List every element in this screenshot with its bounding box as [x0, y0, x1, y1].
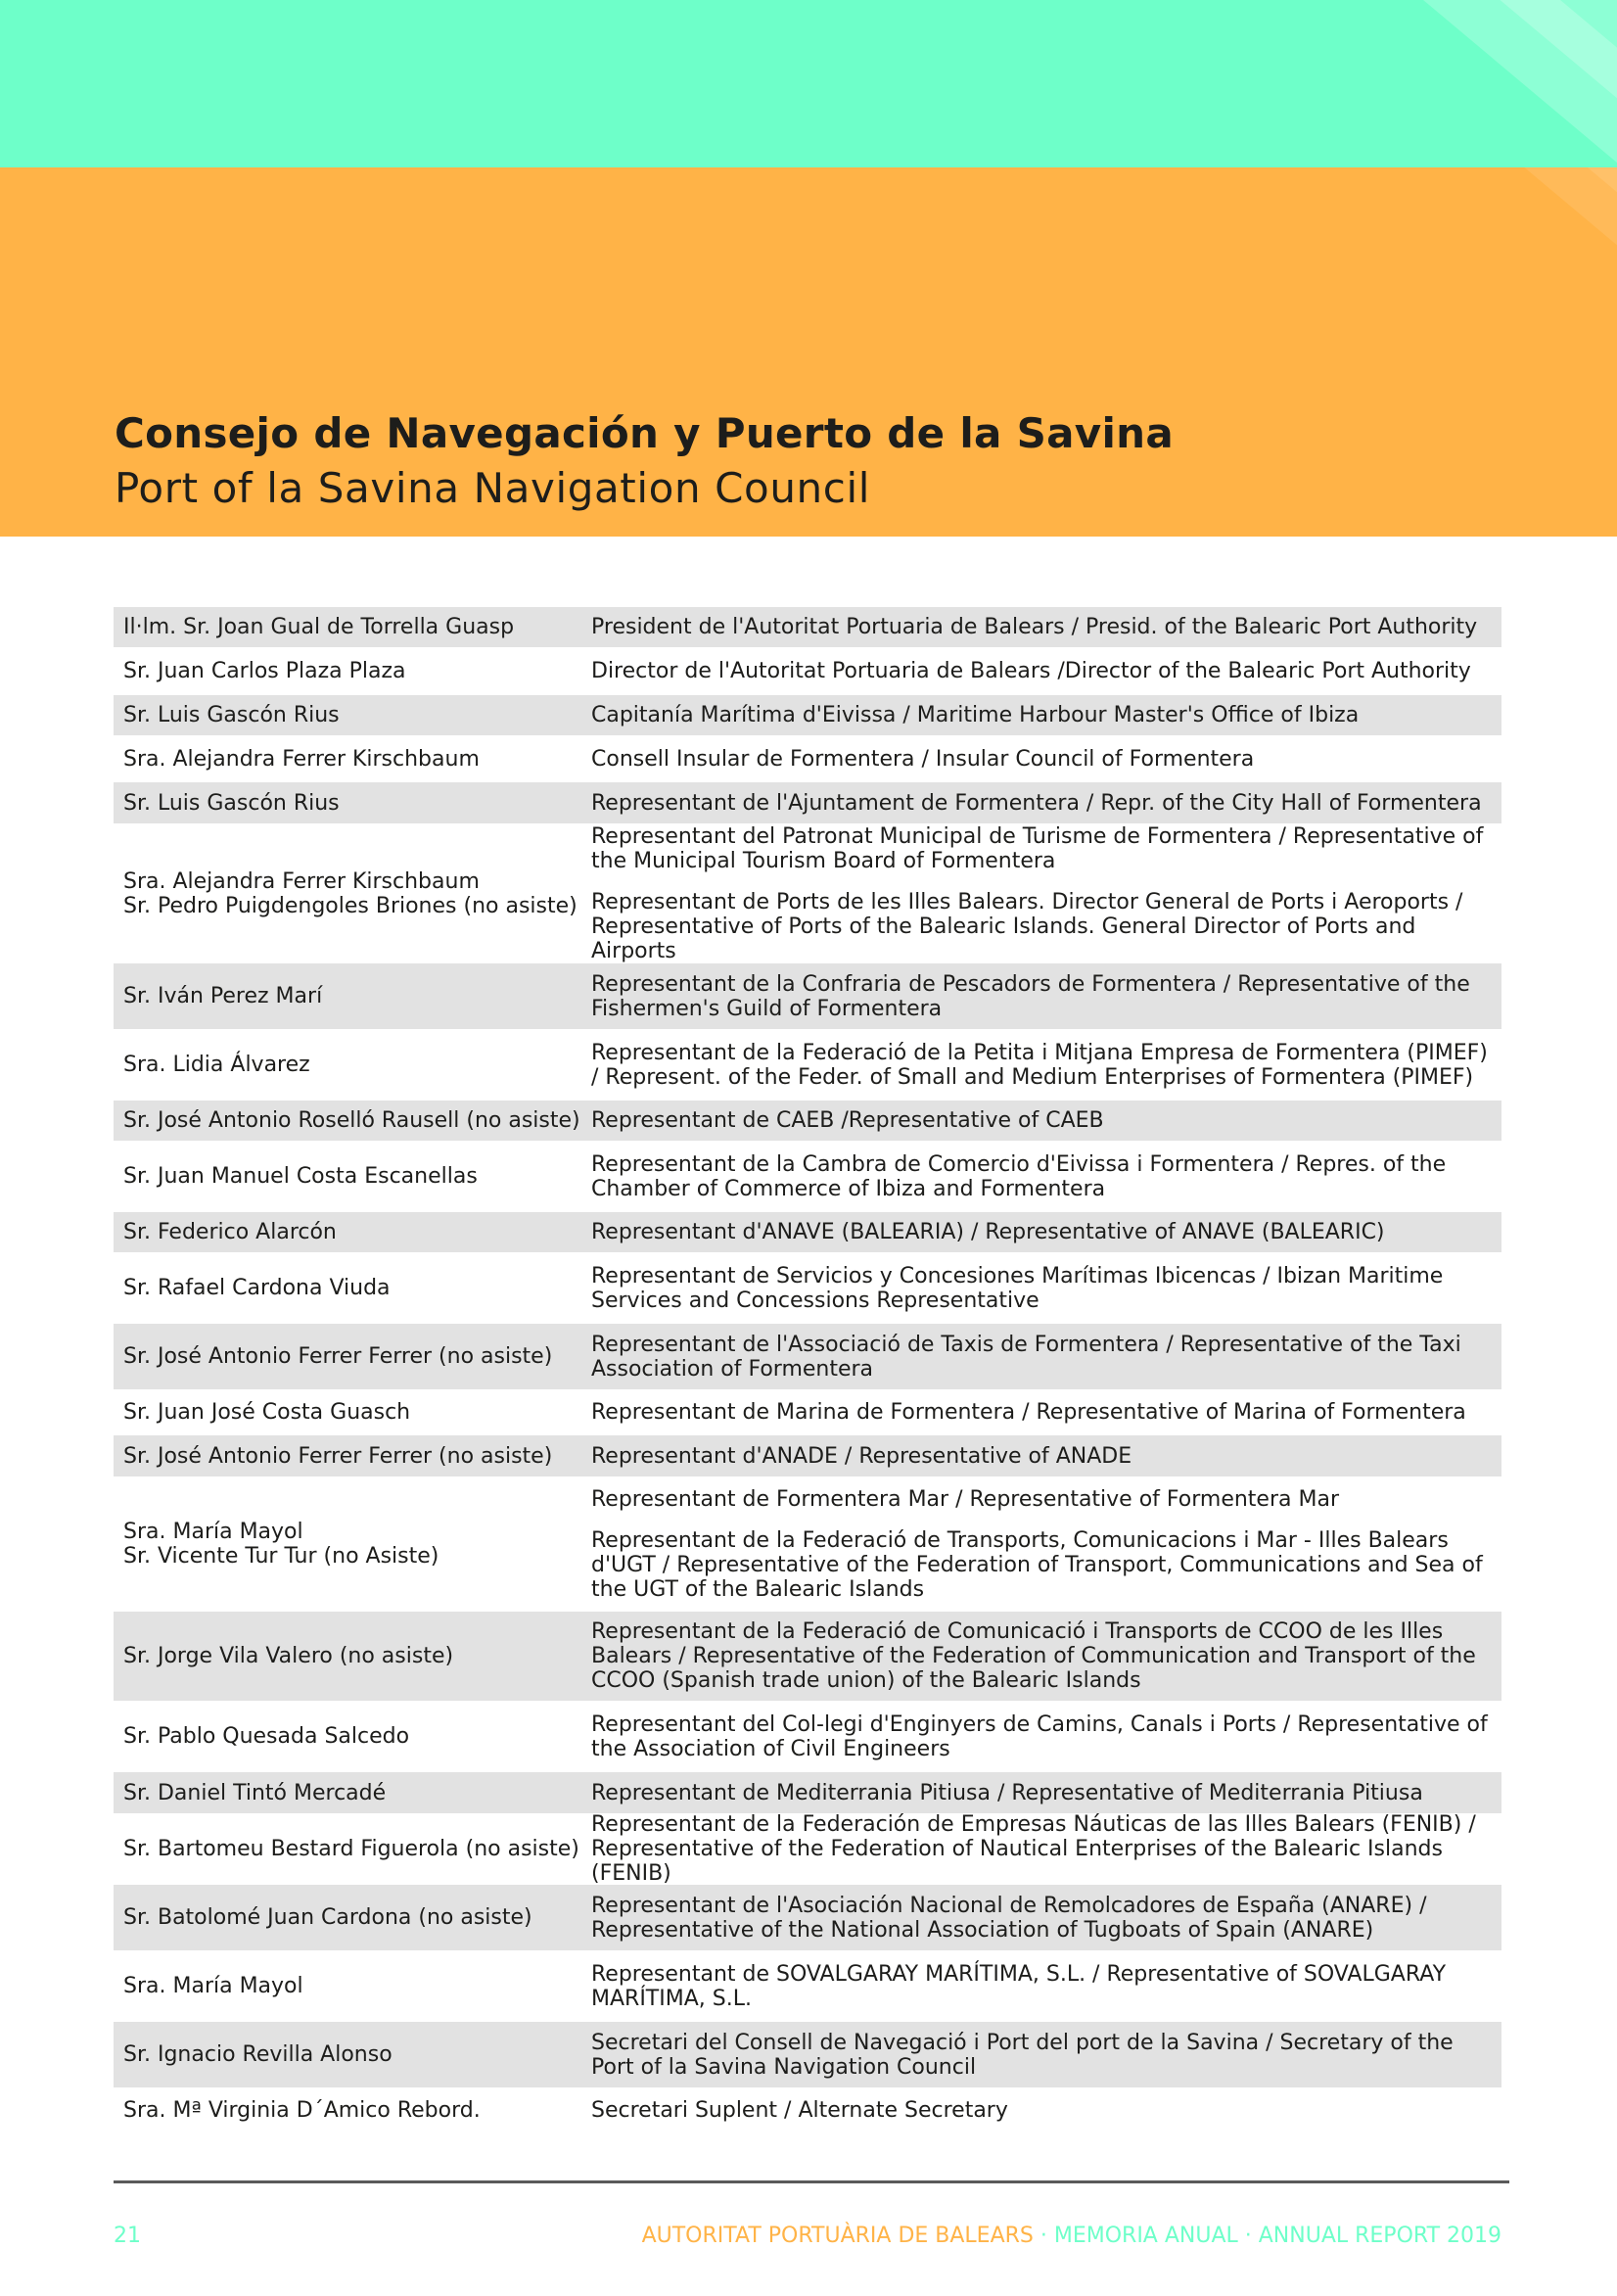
member-role-line: Representant de SOVALGARAY MARÍTIMA, S.L. / Representative of SOVALGARAY MARÍTIMA, S.L. — [591, 1961, 1447, 2011]
member-name-line: Sr. Juan Carlos Plaza Plaza — [123, 659, 406, 683]
member-name — [114, 1164, 591, 1189]
member-name-line: Sra. Lidia Álvarez — [123, 1053, 310, 1077]
member-name-line: Sr. Rafael Cardona Viuda — [123, 1276, 391, 1300]
member-role-line: Representant de la Federació de Comunicació i Transports de CCOO de les Illes Balears / Representative of the Federation of Communication and Transport of the CCOO (Spanish trade union) of the Balearic Islands — [591, 1619, 1476, 1693]
member-name-line: Sr. Juan Manuel Costa Escanellas — [123, 1164, 478, 1189]
member-role-line: Representant de Servicios y Concesiones Marítimas Ibicencas / Ibizan Maritime Services and Concessions Representative — [591, 1263, 1444, 1313]
member-name — [114, 1837, 591, 1861]
member-role — [591, 1333, 1502, 1382]
member-name-line: Sr. Batolomé Juan Cardona (no asiste) — [123, 1905, 532, 1930]
member-name-line: Sr. Juan José Costa Guasch — [123, 1400, 411, 1425]
member-name — [114, 747, 591, 772]
member-role — [591, 1619, 1502, 1693]
member-name — [114, 1644, 591, 1668]
member-name-line: Sr. Bartomeu Bestard Figuerola (no asiste) — [123, 1837, 579, 1861]
footer-running-title — [642, 2224, 1502, 2248]
footer-org: AUTORITAT PORTUÀRIA DE BALEARS — [641, 2224, 1034, 2248]
member-role — [591, 1220, 1502, 1244]
member-role — [591, 1894, 1502, 1943]
member-name-line: Sr. Jorge Vila Valero (no asiste) — [123, 1644, 454, 1668]
member-name — [114, 1400, 591, 1425]
member-role-line: Representant de la Federació de Transports, Comunicacions i Mar - Illes Balears d'UGT / Representative of the Federation of Transport, Communications and Sea of the UGT of the Balearic Islands — [591, 1527, 1483, 1602]
member-name — [114, 1344, 591, 1369]
member-role — [591, 1108, 1502, 1133]
member-row — [114, 1255, 1502, 1324]
page-subtitle: Port of la Savina Navigation Council — [115, 464, 871, 512]
member-role-line: Representant de Mediterrania Pitiusa / Representative of Mediterrania Pitiusa — [591, 1780, 1423, 1805]
member-name — [114, 2042, 591, 2067]
members-table — [114, 607, 1502, 2133]
member-name-line: Sr. José Antonio Ferrer Ferrer (no asiste) — [123, 1443, 553, 1469]
member-role-line: Representant de la Confraria de Pescadors de Formentera / Representative of the Fishermen's Guild of Formentera — [591, 971, 1470, 1021]
member-name — [114, 1724, 591, 1749]
page-title: Consejo de Navegación y Puerto de la Savina — [115, 409, 1175, 457]
member-name — [114, 1905, 591, 1930]
member-row — [114, 1324, 1502, 1392]
member-role — [591, 1264, 1502, 1313]
member-role — [591, 824, 1502, 963]
member-role — [591, 2031, 1502, 2080]
member-role-line: Representant de l'Ajuntament de Formentera / Repr. of the City Hall of Formentera — [591, 790, 1482, 816]
member-name-line: Sr. Federico Alarcón — [123, 1220, 337, 1244]
member-role-line: Representant de la Federació de la Petita i Mitjana Empresa de Formentera (PIMEF) / Represent. of the Feder. of Small and Medium Enterprises of Formentera (PIMEF) — [591, 1040, 1488, 1090]
member-name — [114, 1220, 591, 1244]
member-role-line: Representant d'ANADE / Representative of ANADE — [591, 1443, 1132, 1469]
footer-divider — [114, 2180, 1509, 2183]
member-name-line: Sr. Luis Gascón Rius — [123, 703, 340, 727]
member-role-line: Director de l'Autoritat Portuaria de Balears /Director of the Balearic Port Authority — [591, 659, 1471, 683]
member-name-line: Sra. Alejandra Ferrer Kirschbaum — [123, 746, 480, 772]
member-role-line: Representant de Formentera Mar / Representative of Formentera Mar — [591, 1486, 1339, 1512]
member-row — [114, 2022, 1502, 2090]
member-row — [114, 1392, 1502, 1435]
footer-report: · MEMORIA ANUAL · ANNUAL REPORT 2019 — [1033, 2224, 1502, 2248]
member-role — [591, 1781, 1502, 1805]
member-role-line: Representant de CAEB /Representative of CAEB — [591, 1108, 1104, 1133]
member-name — [114, 1276, 591, 1300]
member-role-line: Representant de la Federación de Empresas Náuticas de las Illes Balears (FENIB) / Representative of the Federation of Nautical Enterprises of the Balearic Islands (FENIB) — [591, 1812, 1476, 1886]
member-name — [114, 869, 591, 918]
member-row — [114, 1704, 1502, 1772]
member-row — [114, 1144, 1502, 1212]
member-role — [591, 1152, 1502, 1201]
member-role — [591, 1712, 1502, 1761]
member-row — [114, 1953, 1502, 2022]
member-row — [114, 1032, 1502, 1101]
member-role — [591, 1041, 1502, 1090]
member-role-line: Representant d'ANAVE (BALEARIA) / Representative of ANAVE (BALEARIC) — [591, 1220, 1385, 1244]
member-row — [114, 1435, 1502, 1479]
member-row — [114, 1212, 1502, 1255]
member-role-line: Representant de Marina de Formentera / Representative of Marina of Formentera — [591, 1400, 1466, 1425]
member-role — [591, 615, 1502, 639]
member-row — [114, 1885, 1502, 1953]
member-name — [114, 1108, 591, 1133]
member-row — [114, 1612, 1502, 1704]
member-role-line: Secretari del Consell de Navegació i Port del port de la Savina / Secretary of the Port of la Savina Navigation Council — [591, 2030, 1454, 2080]
member-row — [114, 695, 1502, 738]
member-name-line: Sr. Vicente Tur Tur (no Asiste) — [123, 1544, 439, 1569]
member-row — [114, 1812, 1502, 1886]
member-row — [114, 963, 1502, 1032]
member-name-line: Sra. Alejandra Ferrer Kirschbaum — [123, 868, 480, 894]
member-name — [114, 1444, 591, 1469]
top-color-band — [0, 0, 1617, 167]
member-role-line: Representant de l'Associació de Taxis de Formentera / Representative of the Taxi Association of Formentera — [591, 1332, 1461, 1382]
member-name — [114, 615, 591, 639]
member-row — [114, 738, 1502, 782]
member-name-line: Sr. José Antonio Ferrer Ferrer (no asiste) — [123, 1344, 553, 1369]
member-row — [114, 1772, 1502, 1816]
member-role-line: Representant del Col-legi d'Enginyers de Camins, Canals i Ports / Representative of the Association of Civil Engineers — [591, 1711, 1488, 1761]
member-name — [114, 1053, 591, 1077]
member-name — [114, 984, 591, 1008]
member-role-line: Representant de Ports de les Illes Balears. Director General de Ports i Aeroports / Representative of Ports of the Balearic Islands. General Director of Ports and Airports — [591, 889, 1463, 963]
member-name-line: Sr. Iván Perez Marí — [123, 984, 323, 1008]
member-role-line: Representant de l'Asociación Nacional de Remolcadores de España (ANARE) / Representative of the National Association of Tugboats of Spain (ANARE) — [591, 1893, 1427, 1943]
member-name-line: Sr. Pablo Quesada Salcedo — [123, 1724, 410, 1749]
member-role — [591, 972, 1502, 1021]
member-role — [591, 1444, 1502, 1469]
member-name-line: Il·lm. Sr. Joan Gual de Torrella Guasp — [123, 615, 515, 639]
member-name-line: Sr. Pedro Puigdengoles Briones (no asiste) — [123, 893, 578, 918]
member-role — [591, 1400, 1502, 1425]
member-name-line: Sr. Ignacio Revilla Alonso — [123, 2042, 393, 2067]
member-name-line: Sr. Daniel Tintó Mercadé — [123, 1780, 387, 1805]
member-row — [114, 650, 1502, 695]
member-role — [591, 1812, 1502, 1886]
member-role — [591, 1487, 1502, 1602]
member-role — [591, 1962, 1502, 2011]
page-number: 21 — [114, 2224, 141, 2248]
member-name — [114, 659, 591, 683]
member-name-line: Sr. Luis Gascón Rius — [123, 790, 340, 816]
member-name — [114, 1974, 591, 1998]
member-role — [591, 747, 1502, 772]
member-name-line: Sra. Mª Virginia D´Amico Rebord. — [123, 2098, 481, 2123]
member-name — [114, 1520, 591, 1569]
member-row — [114, 1101, 1502, 1144]
member-role — [591, 703, 1502, 727]
member-row — [114, 823, 1502, 963]
member-role-line: President de l'Autoritat Portuaria de Balears / Presid. of the Balearic Port Authority — [591, 615, 1478, 639]
member-name — [114, 1781, 591, 1805]
member-name — [114, 2098, 591, 2123]
member-row — [114, 782, 1502, 826]
member-name-line: Sr. José Antonio Roselló Rausell (no asiste) — [123, 1108, 580, 1133]
member-row — [114, 2090, 1502, 2133]
member-row — [114, 607, 1502, 650]
member-role-line: Representant de la Cambra de Comercio d'Eivissa i Formentera / Repres. of the Chamber of Commerce of Ibiza and Formentera — [591, 1151, 1447, 1201]
member-role — [591, 791, 1502, 816]
member-role-line: Consell Insular de Formentera / Insular Council of Formentera — [591, 746, 1255, 772]
member-row — [114, 1479, 1502, 1612]
member-role-line: Secretari Suplent / Alternate Secretary — [591, 2098, 1008, 2123]
member-name — [114, 703, 591, 727]
member-name — [114, 791, 591, 816]
member-role-line: Representant del Patronat Municipal de Turisme de Formentera / Representative of the Municipal Tourism Board of Formentera — [591, 823, 1484, 873]
member-role — [591, 659, 1502, 683]
member-role-line: Capitanía Marítima d'Eivissa / Maritime Harbour Master's Office of Ibiza — [591, 703, 1360, 727]
member-role — [591, 2098, 1502, 2123]
member-name-line: Sra. María Mayol — [123, 1974, 303, 1998]
member-name-line: Sra. María Mayol — [123, 1520, 303, 1544]
